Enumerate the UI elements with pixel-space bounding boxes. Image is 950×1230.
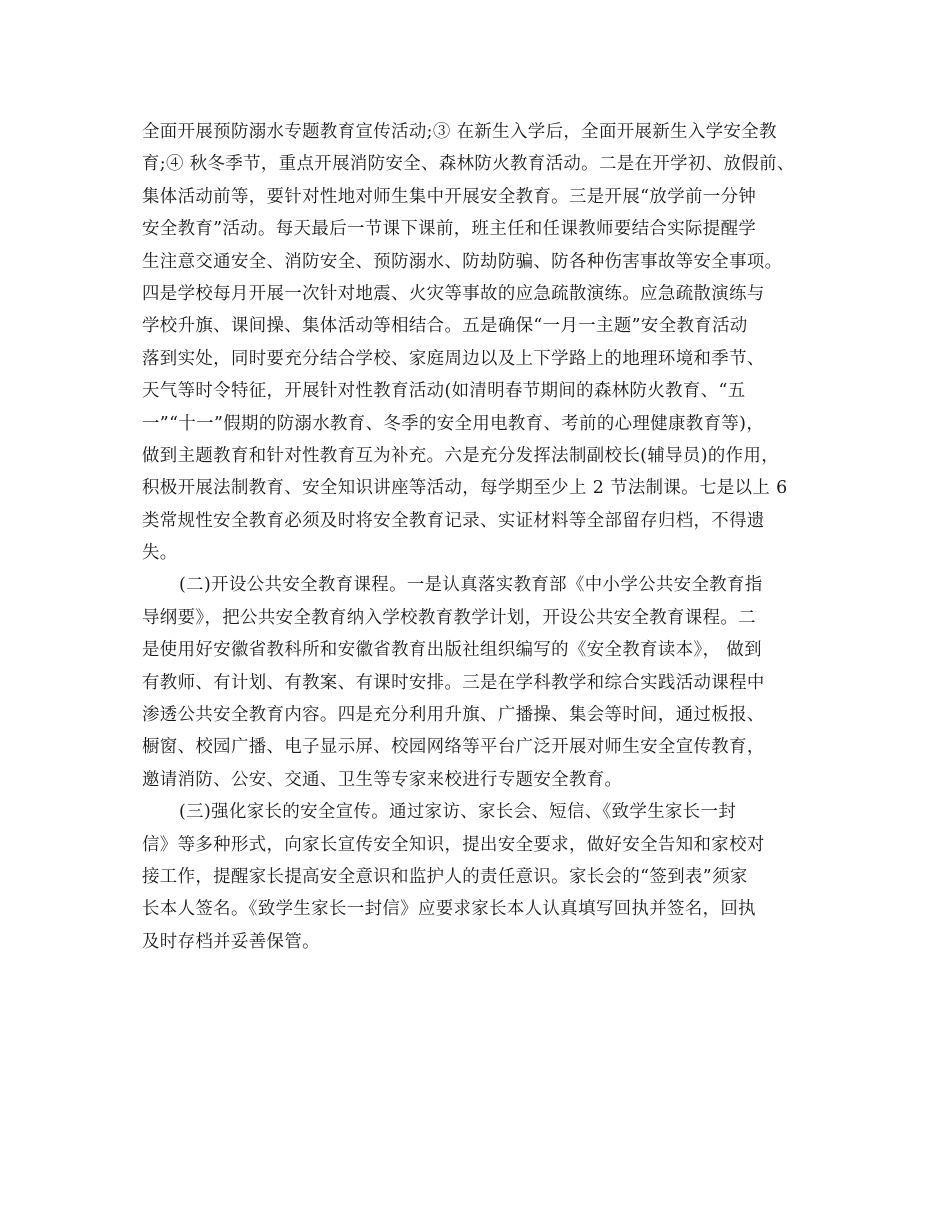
text-line: 落到实处，同时要充分结合学校、家庭周边以及上下学路上的地理环境和季节、 bbox=[142, 348, 765, 369]
paragraph-first-line: (二)开设公共安全教育课程。一是认真落实教育部《中小学公共安全教育指 bbox=[179, 575, 763, 596]
text-line: 育;④ 秋冬季节，重点开展消防安全、森林防火教育活动。二是在开学初、放假前、 bbox=[142, 154, 795, 175]
text-line: 一”“十一”假期的防溺水教育、冬季的安全用电教育、考前的心理健康教育等)， bbox=[142, 413, 765, 434]
text-line: 有教师、有计划、有教案、有课时安排。三是在学科教学和综合实践活动课程中 bbox=[142, 672, 765, 693]
text-line: 积极开展法制教育、安全知识讲座等活动，每学期至少上 2 节法制课。七是以上 6 bbox=[142, 478, 788, 499]
text-line: 天气等时令特征，开展针对性教育活动(如清明春节期间的森林防火教育、“五 bbox=[142, 381, 746, 402]
text-line: 类常规性安全教育必须及时将安全教育记录、实证材料等全部留存归档，不得遗 bbox=[142, 510, 765, 531]
text-line: 四是学校每月开展一次针对地震、火灾等事故的应急疏散演练。应急疏散演练与 bbox=[142, 283, 765, 304]
text-line: 邀请消防、公安、交通、卫生等专家来校进行专题安全教育。 bbox=[142, 769, 623, 790]
text-line: 学校升旗、课间操、集体活动等相结合。五是确保“一月一主题”安全教育活动 bbox=[142, 316, 748, 337]
text-line: 橱窗、校园广播、电子显示屏、校园网络等平台广泛开展对师生安全宣传教育， bbox=[142, 737, 765, 758]
text-line: 及时存档并妥善保管。 bbox=[142, 931, 320, 952]
text-line: 安全教育”活动。每天最后一节课下课前，班主任和任课教师要结合实际提醒学 bbox=[142, 219, 757, 240]
text-line: 渗透公共安全教育内容。四是充分利用升旗、广播操、集会等时间，通过板报、 bbox=[142, 705, 765, 726]
text-line: 导纲要》，把公共安全教育纳入学校教育教学计划，开设公共安全教育课程。二 bbox=[142, 607, 756, 628]
text-line: 做到主题教育和针对性教育互为补充。六是充分发挥法制副校长(辅导员)的作用， bbox=[142, 445, 780, 466]
text-line: 集体活动前等，要针对性地对师生集中开展安全教育。三是开展“放学前一分钟 bbox=[142, 186, 757, 207]
paragraph-first-line: (三)强化家长的安全宣传。通过家访、家长会、短信、《致学生家长一封 bbox=[179, 802, 737, 823]
text-line: 信》等多种形式，向家长宣传安全知识，提出安全要求，做好安全告知和家校对 bbox=[142, 834, 765, 855]
text-line: 接工作，提醒家长提高安全意识和监护人的责任意识。家长会的“签到表”须家 bbox=[142, 866, 748, 887]
text-line: 失。 bbox=[142, 543, 178, 564]
text-line: 是使用好安徽省教科所和安徽省教育出版社组织编写的《安全教育读本》， 做到 bbox=[142, 640, 762, 661]
text-line: 长本人签名。《致学生家长一封信》应要求家长本人认真填写回执并签名，回执 bbox=[142, 899, 756, 920]
text-line: 生注意交通安全、消防安全、预防溺水、防劫防骗、防各种伤害事故等安全事项。 bbox=[142, 251, 783, 272]
body-text bbox=[142, 116, 822, 958]
text-line: 全面开展预防溺水专题教育宣传活动;③ 在新生入学后，全面开展新生入学安全教 bbox=[142, 122, 777, 142]
